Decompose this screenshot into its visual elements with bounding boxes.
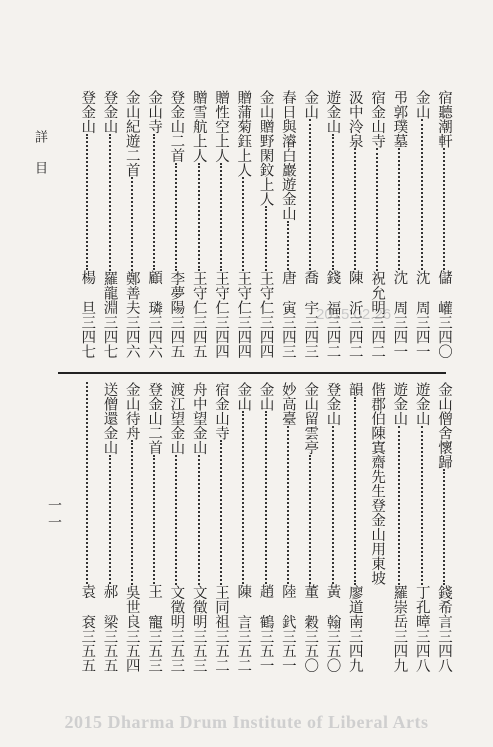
- leader-dots: [175, 163, 177, 272]
- leader-dots: [220, 440, 222, 585]
- entry-title: 贈性空上人: [213, 90, 229, 163]
- leader-dots: [287, 221, 289, 270]
- entry-title: 登金山: [101, 90, 118, 134]
- leader-dots: [265, 206, 267, 271]
- entry-title: 韻: [346, 382, 363, 397]
- entry-page: 三四六: [123, 314, 140, 358]
- entry-author: 陳 沂: [346, 269, 363, 315]
- entry-title: 金山: [257, 382, 274, 411]
- toc-entry: [432, 382, 456, 672]
- leader-dots: [287, 426, 289, 584]
- entry-page: 三五〇: [324, 628, 341, 672]
- entry-page: 三五二: [235, 628, 252, 672]
- entry-page: 三四一: [413, 314, 430, 358]
- watermark: 2015 Dharma Drum Institute of Liberal Arts: [64, 712, 429, 732]
- entry-page: 三四四: [257, 314, 274, 358]
- entry-title: 遊金山: [324, 90, 341, 134]
- leader-dots: [153, 134, 155, 270]
- toc-entry: [276, 382, 300, 672]
- entry-title: 宿金山寺: [369, 90, 386, 148]
- entry-page: 三五五: [79, 628, 96, 672]
- entry-title: 遊金山: [413, 382, 430, 426]
- entry-author: 楊 旦: [79, 269, 96, 315]
- entry-author: 顧 璘: [146, 269, 163, 315]
- entry-page: 三四五: [168, 314, 185, 358]
- leader-dots: [220, 163, 222, 272]
- leader-dots: [131, 440, 133, 585]
- leader-dots: [421, 426, 423, 586]
- entry-title: 妙高臺: [279, 382, 296, 426]
- toc-entry: [209, 382, 233, 672]
- toc-entry: [298, 90, 322, 358]
- entry-author: 陳 言: [235, 583, 252, 629]
- entry-title: 送僧還金山: [101, 382, 118, 455]
- toc-entry: [276, 90, 300, 358]
- entry-page: 三四四: [235, 314, 252, 358]
- toc-entry: [98, 90, 122, 358]
- entry-title: 金山寺: [146, 90, 163, 134]
- toc-entry: [164, 90, 188, 358]
- entry-page: 三五五: [101, 628, 118, 672]
- entry-author: 陸 釴: [279, 583, 296, 629]
- entry-title: 金山: [302, 90, 319, 119]
- leader-dots: [309, 455, 311, 584]
- toc-entry: [254, 382, 278, 672]
- entry-author: 郝 梁: [101, 583, 118, 629]
- entry-author: 吳世良: [123, 585, 140, 629]
- toc-entry: [231, 382, 255, 672]
- toc-entry: [187, 90, 211, 358]
- toc-entry: [298, 382, 322, 672]
- entry-author: 丁孔暲: [413, 585, 430, 629]
- leader-dots: [443, 469, 445, 585]
- toc-entry: [365, 382, 389, 672]
- entry-page: 三五三: [190, 628, 207, 672]
- leader-dots: [198, 455, 200, 586]
- toc-entry: [432, 90, 456, 358]
- entry-page: 三四二: [346, 314, 363, 358]
- toc-entry: [410, 382, 434, 672]
- entry-page: 三四四: [213, 314, 229, 358]
- leader-dots: [309, 119, 311, 270]
- entry-title: 汲中泠泉: [346, 90, 363, 148]
- entry-author: 羅崇岳: [391, 585, 408, 629]
- toc-entry: [209, 90, 233, 358]
- entry-author: 王 寵: [146, 583, 163, 629]
- entry-author: 黃 翰: [324, 583, 341, 629]
- leader-dots: [376, 148, 378, 271]
- leader-dots: [398, 148, 400, 270]
- leader-dots: [86, 382, 88, 584]
- entry-page: 三四二: [369, 314, 386, 358]
- toc-entry: [75, 382, 99, 672]
- leader-dots: [109, 455, 111, 584]
- entry-title: 金山留雲亭: [302, 382, 319, 455]
- entry-page: 三四三: [302, 314, 319, 358]
- toc-entry: [120, 90, 144, 358]
- entry-page: 三四一: [391, 314, 408, 358]
- entry-page: 三四六: [146, 314, 163, 358]
- entry-author: 王守仁: [213, 271, 229, 315]
- leader-dots: [242, 411, 244, 584]
- entry-title: 登金山二首: [146, 382, 163, 455]
- leader-dots: [398, 426, 400, 586]
- leader-dots: [175, 455, 177, 586]
- entry-title: 偕郡伯陳寘齋先生登金山用東坡: [369, 382, 386, 585]
- entry-author: 王同祖: [213, 585, 229, 629]
- entry-title: 遊金山: [391, 382, 408, 426]
- entry-page: 三四二: [324, 314, 341, 358]
- entry-page: 三四七: [101, 314, 118, 358]
- entry-author: 鄭善夫: [123, 271, 140, 315]
- toc-entry: [142, 382, 166, 672]
- page-number: 一一: [46, 498, 62, 532]
- entry-page: 三五四: [123, 628, 140, 672]
- toc-entry: [231, 90, 255, 358]
- entry-title: 春日與濬白巖遊金山: [279, 90, 296, 221]
- toc-entry: [343, 382, 367, 672]
- entry-title: 弔郭璞墓: [391, 90, 408, 148]
- entry-author: 儲 巏: [436, 269, 452, 315]
- toc-entry: [365, 90, 389, 358]
- entry-page: 三五三: [168, 628, 185, 672]
- entry-title: 登金山二首: [168, 90, 185, 163]
- entry-author: 趙 鶴: [257, 583, 274, 629]
- leader-dots: [332, 134, 334, 270]
- toc-entry: [164, 382, 188, 672]
- entry-title: 金山贈野閑鈫上人: [257, 90, 274, 206]
- leader-dots: [242, 177, 244, 271]
- leader-dots: [354, 397, 356, 586]
- entry-page: 三五二: [213, 628, 229, 672]
- toc-entry: [387, 382, 411, 672]
- entry-title: 宿聽潮軒: [436, 90, 452, 148]
- entry-title: 金山: [235, 382, 252, 411]
- horizontal-divider: [58, 372, 446, 374]
- leader-dots: [198, 163, 200, 272]
- leader-dots: [332, 426, 334, 584]
- toc-entry: [120, 382, 144, 672]
- entry-author: 沈 周: [391, 269, 408, 315]
- entry-author: 唐 寅: [279, 269, 296, 315]
- date-stamp: 2015.02.26: [316, 306, 392, 323]
- entry-author: 文徵明: [168, 585, 185, 629]
- entry-author: 董 穀: [302, 583, 319, 629]
- toc-entry: [142, 90, 166, 358]
- entry-author: 廖道南: [346, 585, 363, 629]
- entry-page: 三四九: [391, 628, 408, 672]
- entry-title: 金山僧舍懷歸: [436, 382, 452, 469]
- toc-entry: [410, 90, 434, 358]
- section-header: 詳目: [32, 130, 47, 192]
- entry-page: 三五一: [279, 628, 296, 672]
- leader-dots: [86, 134, 88, 270]
- entry-title: 宿金山寺: [213, 382, 229, 440]
- leader-dots: [421, 119, 423, 270]
- entry-page: 三四九: [346, 628, 363, 672]
- toc-entry: [98, 382, 122, 672]
- entry-title: 金山待舟: [123, 382, 140, 440]
- entry-title: 贈雪航上人: [190, 90, 207, 163]
- toc-entry: [75, 90, 99, 358]
- toc-entry: [387, 90, 411, 358]
- entry-author: 袁 袞: [79, 583, 96, 629]
- entry-author: 王守仁: [257, 271, 274, 315]
- entry-title: 金山: [413, 90, 430, 119]
- entry-page: 三四八: [413, 628, 430, 672]
- entry-page: 三五一: [257, 628, 274, 672]
- toc-entry: [187, 382, 211, 672]
- leader-dots: [354, 148, 356, 270]
- entry-author: 王守仁: [235, 271, 252, 315]
- entry-author: 文徵明: [190, 585, 207, 629]
- entry-title: 金山紀遊二首: [123, 90, 140, 177]
- entry-title: 舟中望金山: [190, 382, 207, 455]
- leader-dots: [443, 148, 445, 270]
- entry-title: 渡江望金山: [168, 382, 185, 455]
- entry-author: 錢希言: [436, 585, 452, 629]
- entry-author: 李夢陽: [168, 271, 185, 315]
- entry-author: 沈 周: [413, 269, 430, 315]
- entry-author: 羅龍淵: [101, 271, 118, 315]
- leader-dots: [153, 455, 155, 584]
- entry-page: 三四五: [190, 314, 207, 358]
- leader-dots: [109, 134, 111, 272]
- entry-author: 喬 宇: [302, 269, 319, 315]
- toc-entry: [343, 90, 367, 358]
- leader-dots: [131, 177, 133, 271]
- entry-page: 三四三: [279, 314, 296, 358]
- entry-author: 錢 福: [324, 269, 341, 315]
- leader-dots: [265, 411, 267, 584]
- entry-title: 登金山: [79, 90, 96, 134]
- entry-page: 三四八: [436, 628, 452, 672]
- entry-title: 登金山: [324, 382, 341, 426]
- entry-page: 三五〇: [302, 628, 319, 672]
- entry-page: 三四〇: [436, 314, 452, 358]
- entry-title: 贈蒲菊鈺上人: [235, 90, 252, 177]
- toc-entry: [254, 90, 278, 358]
- toc-entry: [321, 90, 345, 358]
- entry-page: 三四七: [79, 314, 96, 358]
- entry-page: 三五三: [146, 628, 163, 672]
- toc-entry: [321, 382, 345, 672]
- entry-author: 王守仁: [190, 271, 207, 315]
- entry-author: 祝允明: [369, 271, 386, 315]
